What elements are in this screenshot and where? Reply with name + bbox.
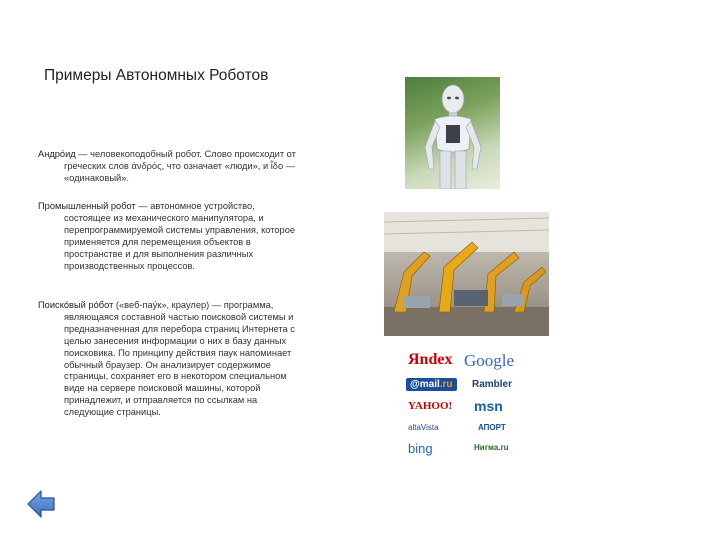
paragraph-search-robot: [38, 300, 300, 419]
term-android: Андро́ид: [38, 149, 76, 159]
bing-logo: bing: [408, 441, 433, 456]
back-button[interactable]: [26, 489, 56, 519]
paragraph-industrial-robot: [38, 201, 300, 272]
industrial-robot-image: [384, 212, 549, 336]
text-industrial-robot: — автономное устройство, состоящее из механического манипулятора, и перепрограммируемой системы управления, которое применяется для перемещения объектов в пространстве и для выполнения различных производственных процессов.: [64, 201, 296, 271]
nigma-logo: Нигма.ru: [474, 443, 509, 452]
term-search-robot: Поиско́вый ро́бот: [38, 300, 114, 310]
text-android: — человекоподобный робот. Слово происходит от греческих слов ἀνδρός, что означает «люди», и ἶδο — «одинаковый».: [64, 149, 296, 183]
paragraph-android: [38, 149, 300, 185]
android-robot-illustration: [405, 77, 500, 189]
text-search-robot: («веб-пау́к», краулер) — программа, являющаяся составной частью поисковой системы и предназначенная для перебора страниц Интернета с целью занесения информации о них в базу данных поисковика. По принципу действия паук напоминает обычный браузер. Он анализирует содержимое страницы, сохраняет его в некотором специальном виде на сервере поисковой машины, которой принадлежит, и отправляется по ссылкам на следующие страницы.: [64, 300, 295, 418]
slide-title: Примеры Автономных Роботов: [44, 67, 269, 84]
yandex-logo: Яndex: [408, 351, 453, 368]
rambler-logo: Rambler: [472, 379, 513, 390]
msn-logo: msn: [474, 398, 503, 414]
term-industrial-robot: Промышленный робот: [38, 201, 136, 211]
google-logo: Google: [464, 351, 515, 370]
yahoo-logo: YAHOO!: [408, 400, 453, 412]
mailru-logo-prefix: @mail: [410, 379, 440, 390]
android-robot-image: [405, 77, 500, 189]
industrial-robot-illustration: [384, 212, 549, 336]
mailru-logo-suffix: .ru: [439, 379, 453, 390]
back-arrow-icon: [26, 489, 56, 519]
aport-logo: АПОРТ: [478, 423, 506, 432]
mailru-logo: [406, 378, 457, 391]
altavista-logo: altaVista: [408, 423, 439, 432]
search-engines-logos: [402, 347, 527, 459]
